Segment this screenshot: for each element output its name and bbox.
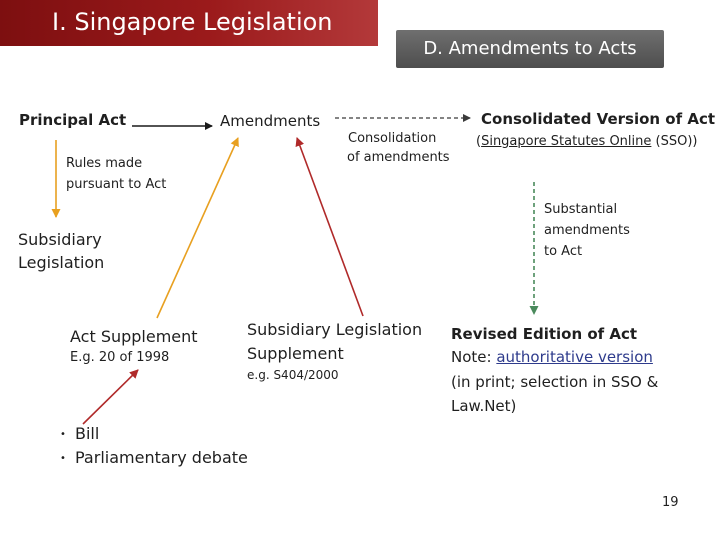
arrow-bill-to-act-supplement bbox=[83, 370, 138, 424]
bullet-text: Parliamentary debate bbox=[75, 448, 248, 467]
sso-reference bbox=[476, 134, 697, 149]
sso-open-paren: ( bbox=[476, 134, 482, 149]
rules-made-line2: pursuant to Act bbox=[66, 177, 167, 192]
sso-close: (SSO)) bbox=[651, 134, 698, 149]
bullet-dot-icon: • bbox=[60, 453, 66, 464]
substantial-amendments-line2: amendments bbox=[544, 223, 630, 238]
bullet-text: Bill bbox=[75, 424, 100, 443]
amendments-label: Amendments bbox=[220, 112, 321, 130]
arrow-act-supplement-to-amendments bbox=[157, 138, 238, 318]
sl-supplement-line1: Subsidiary Legislation bbox=[247, 320, 423, 339]
revised-edition-label: Revised Edition of Act bbox=[451, 325, 638, 343]
consolidated-version-label: Consolidated Version of Act bbox=[481, 110, 716, 128]
rules-made-line1: Rules made bbox=[66, 156, 143, 171]
note-line3: Law.Net) bbox=[451, 397, 517, 415]
note-prefix: Note: bbox=[451, 348, 497, 366]
principal-act-label: Principal Act bbox=[19, 111, 127, 129]
sso-link[interactable]: Singapore Statutes Online bbox=[481, 134, 652, 149]
consolidation-label-line2: of amendments bbox=[347, 150, 450, 165]
substantial-amendments-line1: Substantial bbox=[544, 202, 618, 217]
bullet-dot-icon: • bbox=[60, 429, 66, 440]
act-supplement-label: Act Supplement bbox=[70, 327, 198, 346]
note-line2: (in print; selection in SSO & bbox=[451, 373, 659, 391]
sl-supplement-example: e.g. S404/2000 bbox=[247, 368, 339, 382]
consolidation-label-line1: Consolidation bbox=[348, 131, 437, 146]
slide-title: I. Singapore Legislation bbox=[52, 8, 333, 36]
page-number: 19 bbox=[662, 495, 679, 510]
authoritative-version-link[interactable]: authoritative version bbox=[496, 348, 653, 366]
act-supplement-example: E.g. 20 of 1998 bbox=[70, 350, 170, 365]
subsidiary-legislation-line2: Legislation bbox=[18, 253, 105, 272]
section-label: D. Amendments to Acts bbox=[423, 38, 637, 59]
subsidiary-legislation-line1: Subsidiary bbox=[18, 230, 102, 249]
bullet-item bbox=[60, 424, 99, 443]
substantial-amendments-line3: to Act bbox=[544, 244, 583, 259]
bullet-item bbox=[60, 448, 248, 467]
sl-supplement-line2: Supplement bbox=[247, 344, 344, 363]
note-line1 bbox=[451, 348, 653, 366]
